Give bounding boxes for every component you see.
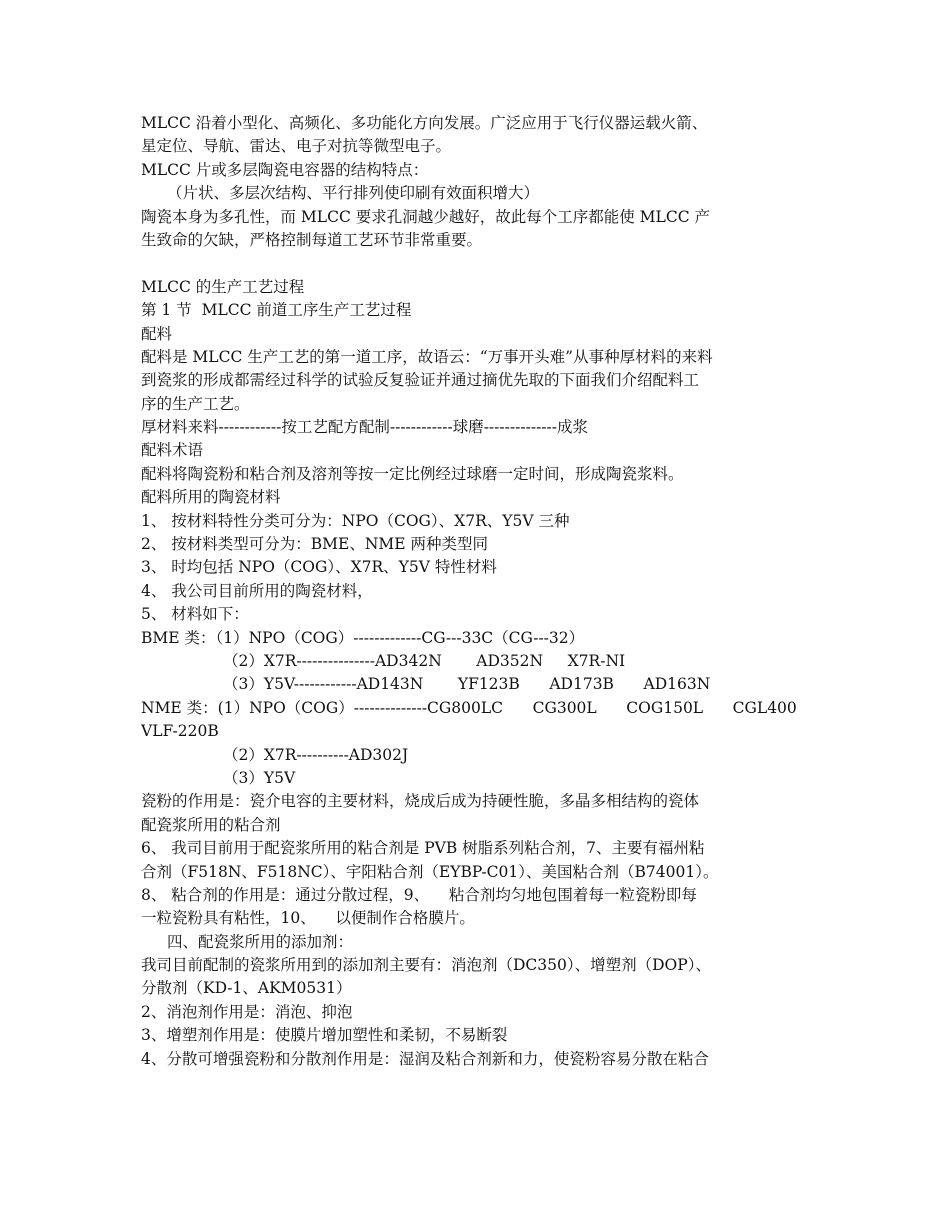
text-line: MLCC 沿着小型化、高频化、多功能化方向发展。广泛应用于飞行仪器运载火箭、 [141, 114, 708, 132]
subsection-heading: 配料 [141, 324, 173, 343]
text-line: 配料将陶瓷粉和粘合剂及溶剂等按一定比例经过球磨一定时间，形成陶瓷浆料。 [141, 464, 684, 483]
subsection-heading: 配料所用的陶瓷材料 [141, 488, 281, 507]
list-item: 6、 我司目前用于配瓷浆所用的粘合剂是 PVB 树脂系列粘合剂，7、主要有福州粘 [141, 839, 705, 858]
text-line: NME 类：(1）NPO（COG）--------------CG800LC CG300L COG150L CGL400 [141, 698, 797, 717]
section-heading: 第 1 节 MLCC 前道工序生产工艺过程 [141, 301, 412, 320]
text-line: 厚材料来料------------按工艺配方配制------------球磨--------------成浆 [141, 418, 589, 437]
list-item: 2、 按材料类型可分为：BME、NME 两种类型同 [141, 535, 489, 554]
subsection-heading: 四、配瓷浆所用的添加剂： [167, 932, 354, 951]
text-line: 配料是 MLCC 生产工艺的第一道工序，故语云：“万事开头难”从事种厚材料的来料 [141, 347, 713, 366]
list-item: 3、增塑剂作用是：使膜片增加塑性和柔韧，不易断裂 [141, 1026, 508, 1045]
text-line: 瓷粉的作用是：瓷介电容的主要材料，烧成后成为持硬性脆，多晶多相结构的瓷体 [141, 792, 700, 811]
list-item: 8、 粘合剂的作用是：通过分散过程，9、 粘合剂均匀地包围着每一粒瓷粉即每 [141, 885, 697, 904]
text-line: 生致命的欠缺，严格控制每道工艺环节非常重要。 [141, 230, 483, 249]
text-line: 分散剂（KD-1、AKM0531） [141, 979, 352, 998]
list-item: 2、消泡剂作用是：消泡、抑泡 [141, 1002, 353, 1021]
list-item: 4、分散可增强瓷粉和分散剂作用是：湿润及粘合剂新和力，使瓷粉容易分散在粘合 [141, 1049, 709, 1068]
text-line: 序的生产工艺。 [141, 394, 250, 413]
text-line: VLF-220B [141, 722, 219, 741]
list-item: 1、 按材料特性分类可分为：NPO（COG）、X7R、Y5V 三种 [141, 511, 570, 530]
text-line: （3）Y5V [223, 768, 296, 787]
document-page [141, 112, 813, 1071]
text-line: BME 类：（1）NPO（COG）-------------CG---33C（CG---32） [141, 628, 585, 647]
blank-line [141, 252, 813, 275]
text-line: （片状、多层次结构、平行排列使印刷有效面积增大） [167, 184, 540, 203]
list-item: 3、 时均包括 NPO（COG）、X7R、Y5V 特性材料 [141, 558, 497, 577]
text-line: （3）Y5V------------AD143N YF123B AD173B AD163N [223, 675, 711, 694]
text-line: 星定位、导航、雷达、电子对抗等微型电子。 [141, 137, 452, 156]
section-heading: MLCC 的生产工艺过程 [141, 277, 305, 296]
text-line: 合剂（F518N、F518NC）、宇阳粘合剂（EYBP-C01）、美国粘合剂（B74001）。 [141, 862, 719, 881]
text-line: MLCC 片或多层陶瓷电容器的结构特点： [141, 160, 429, 179]
subsection-heading: 配瓷浆所用的粘合剂 [141, 815, 281, 834]
list-item: 5、 材料如下： [141, 605, 249, 624]
text-line: 我司目前配制的瓷浆所用到的添加剂主要有：消泡剂（DC350）、增塑剂（DOP）、 [141, 956, 711, 975]
list-item: 4、 我公司目前所用的陶瓷材料， [141, 581, 373, 600]
text-line: 一粒瓷粉具有粘性，10、 以便制作合格膜片。 [141, 909, 475, 928]
text-line: 陶瓷本身为多孔性，而 MLCC 要求孔洞越少越好，故此每个工序都能使 MLCC 产 [141, 207, 710, 226]
text-line: （2）X7R---------------AD342N AD352N X7R-NI [223, 651, 626, 670]
text-line: （2）X7R----------AD302J [223, 745, 409, 764]
subsection-heading: 配料术语 [141, 441, 204, 460]
text-line: 到瓷浆的形成都需经过科学的试验反复验证并通过摘优先取的下面我们介绍配料工 [141, 371, 700, 390]
